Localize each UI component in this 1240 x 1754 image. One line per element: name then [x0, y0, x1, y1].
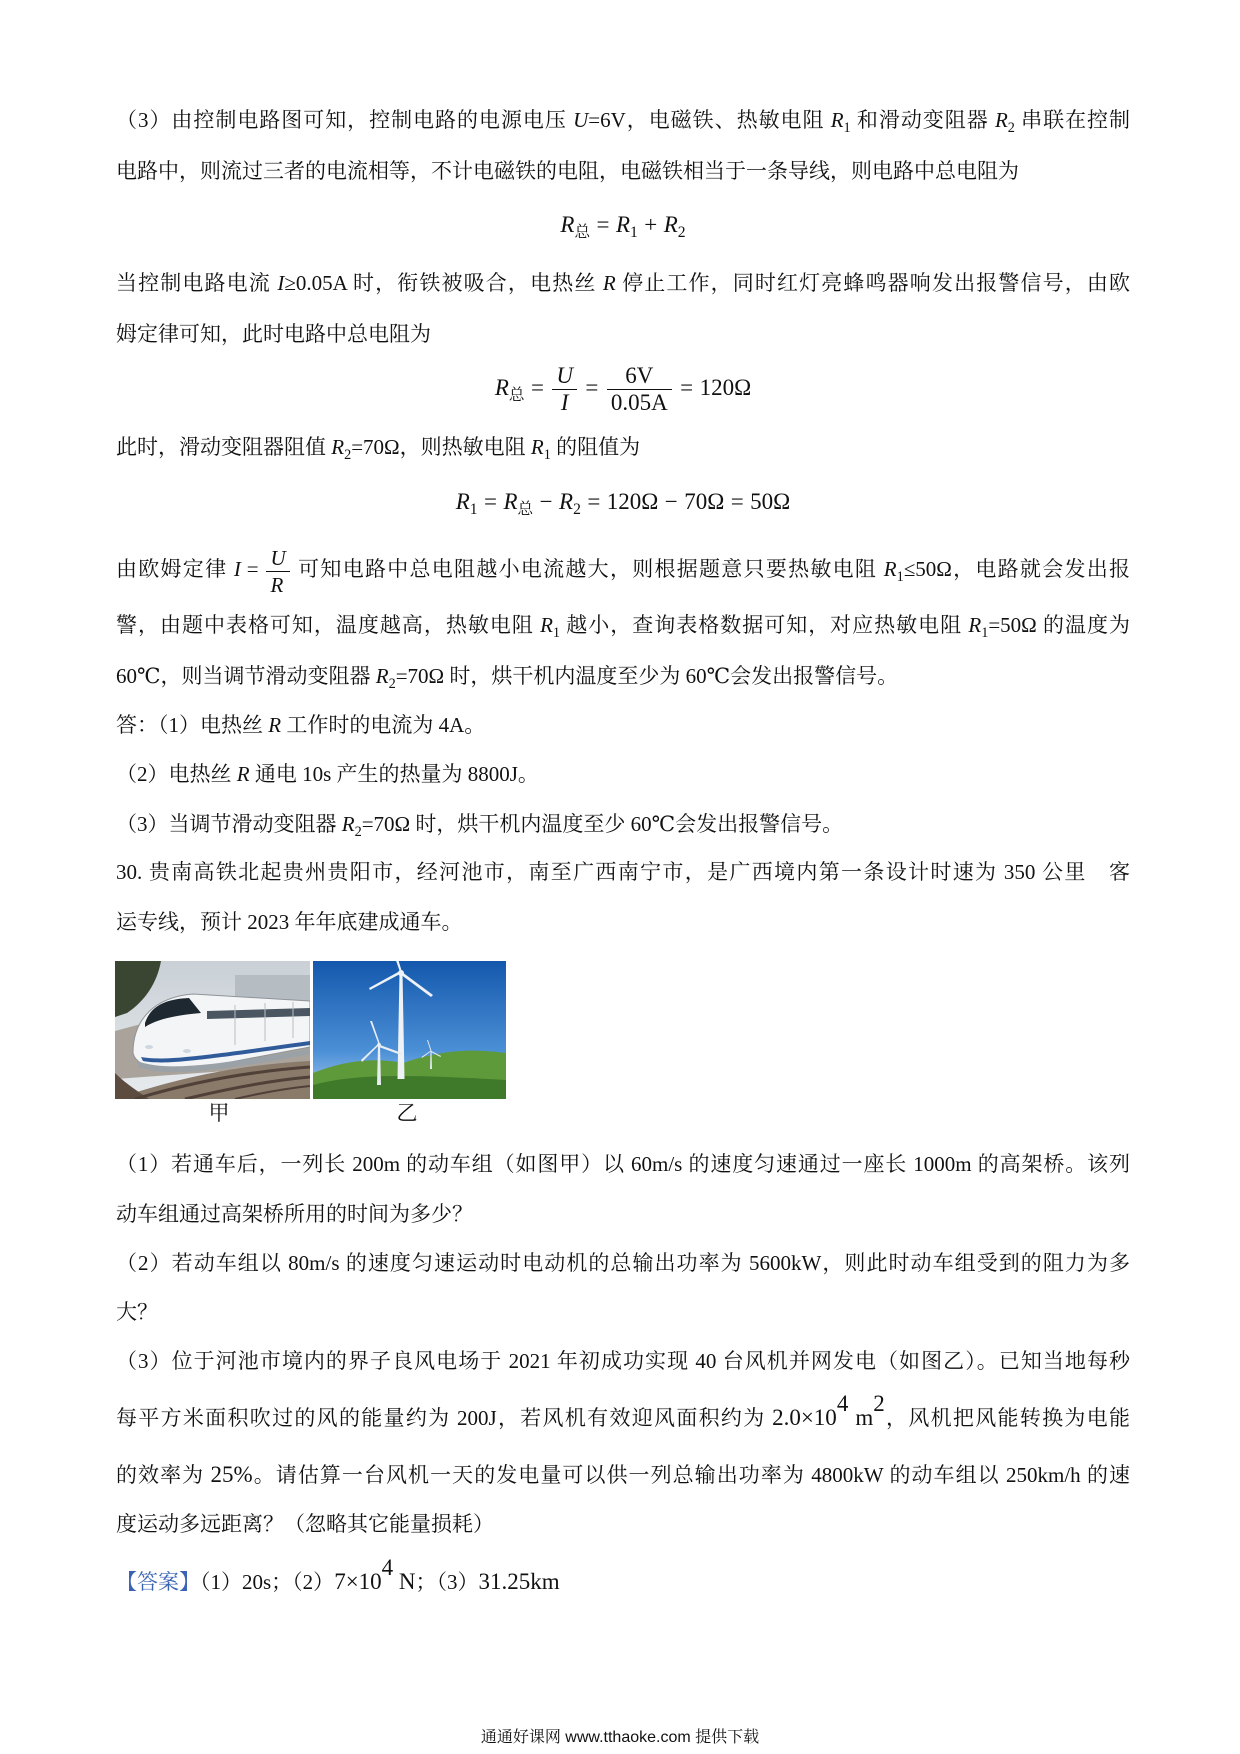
subscript: 总	[508, 387, 525, 404]
text-run: （2）电热丝	[116, 762, 237, 786]
text-run: ；（3）	[415, 1570, 479, 1594]
value: 120Ω	[699, 375, 752, 400]
variable: R	[503, 489, 518, 514]
question-line: 度运动多远距离？（忽略其它能量损耗）	[116, 1512, 494, 1536]
denominator: R	[270, 572, 284, 597]
equation-total-resistance	[116, 210, 1130, 240]
numerator: U	[266, 545, 289, 572]
superscript: 2	[873, 1390, 885, 1416]
math-value: 31.25km	[478, 1569, 560, 1594]
variable: R	[830, 108, 844, 132]
value: 50Ω	[750, 489, 791, 514]
solution-line	[116, 432, 1130, 462]
variable: R	[236, 762, 250, 786]
text-run: =50Ω 的温度为	[988, 613, 1131, 637]
text-run: （1）20s；（2）	[200, 1570, 335, 1594]
text-run: 串联在控制	[1014, 108, 1131, 132]
subscript: 1	[630, 224, 638, 241]
text-run: 。请估算一台风机一天的发电量可以供一列总输出功率为 4800kW 的动车组以 250km/h 的速	[252, 1463, 1131, 1487]
conclusion-line	[116, 809, 1130, 839]
text-run: 通电 10s 产生的热量为 8800J。	[249, 762, 539, 786]
question-line: 动车组通过高架桥所用的时间为多少？	[116, 1202, 473, 1226]
question-line	[116, 1390, 1131, 1436]
text-run: ≥0.05A 时，衔铁被吸合，电热丝	[284, 271, 603, 295]
numerator: 6V	[607, 363, 672, 390]
variable: R	[602, 271, 616, 295]
subscript: 2	[344, 446, 352, 463]
question-line	[116, 1457, 1130, 1493]
variable: R	[455, 489, 470, 514]
value: 70Ω	[684, 489, 725, 514]
variable: R	[331, 435, 345, 459]
operator: =	[585, 375, 599, 400]
denominator: I	[560, 390, 569, 416]
denominator: 0.05A	[610, 390, 668, 416]
equation-thermistor-resistance	[116, 487, 1130, 517]
fraction	[607, 363, 672, 416]
text-run: =70Ω，则热敏电阻	[351, 435, 531, 459]
operator: +	[644, 212, 658, 237]
text-run: =70Ω 时，烘干机内温度至少 60℃会发出报警信号。	[361, 812, 844, 836]
variable: R	[540, 613, 553, 637]
subscript: 2	[354, 823, 362, 840]
text-run: 由欧姆定律	[116, 557, 234, 581]
solution-line	[116, 610, 1130, 640]
subscript: 1	[843, 119, 851, 136]
subscript: 总	[574, 224, 591, 241]
operator: =	[680, 375, 694, 400]
superscript: 4	[836, 1390, 849, 1416]
solution-line: 电路中，则流过三者的电流相等，不计电磁铁的电阻，电磁铁相当于一条导线，则电路中总电阻为	[116, 159, 1019, 183]
text-run: 工作时的电流为 4A。	[281, 713, 486, 737]
text-run: 答：（1）电热丝	[116, 713, 269, 737]
text-run: =70Ω 时，烘干机内温度至少为 60℃会发出报警信号。	[395, 664, 899, 688]
operator: −	[664, 489, 678, 514]
text-run: 警，由题中表格可知，温度越高，热敏电阻	[116, 613, 541, 637]
answer-label: 【答案】	[116, 1570, 200, 1594]
operator: =	[596, 212, 610, 237]
operator: =	[530, 375, 544, 400]
variable: R	[341, 812, 355, 836]
text-run: 此时，滑动变阻器阻值	[116, 435, 332, 459]
math-value: 7×10	[334, 1569, 382, 1594]
math-value: 25%	[210, 1462, 253, 1487]
variable: R	[559, 489, 574, 514]
question-line: 大？	[116, 1300, 158, 1324]
solution-line: 姆定律可知，此时电路中总电阻为	[116, 322, 431, 346]
variable: R	[994, 108, 1008, 132]
math-unit: m	[848, 1405, 874, 1430]
subscript: 1	[469, 501, 478, 518]
text-run: 的阻值为	[550, 435, 641, 459]
operator: =	[246, 557, 259, 581]
answer-line	[116, 1554, 1130, 1600]
question-line: （3）位于河池市境内的界子良风电场于 2021 年初成功实现 40 台风机并网发电（如图乙）。已知当地每秒	[116, 1349, 1130, 1373]
subscript: 2	[1007, 119, 1015, 136]
operator: =	[587, 489, 601, 514]
variable: R	[494, 375, 509, 400]
conclusion-line	[116, 710, 1130, 740]
subscript: 1	[981, 624, 989, 641]
operator: =	[730, 489, 744, 514]
text-run: 60℃，则当调节滑动变阻器	[116, 664, 376, 688]
text-run: ≤50Ω，电路就会发出报	[903, 557, 1131, 581]
wind-turbine-photo	[313, 961, 506, 1099]
variable: R	[530, 435, 544, 459]
text-run: （3）由控制电路图可知，控制电路的电源电压	[116, 108, 574, 132]
question-line: （1）若通车后，一列长 200m 的动车组（如图甲）以 60m/s 的速度匀速通过一座长 1000m 的高架桥。该列	[116, 1152, 1130, 1176]
numerator: U	[552, 363, 577, 390]
text-run: （3）当调节滑动变阻器	[116, 812, 342, 836]
text-run: =6V，电磁铁、热敏电阻	[588, 108, 831, 132]
text-run: 每平方米面积吹过的风的能量约为 200J，若风机有效迎风面积约为	[116, 1406, 773, 1430]
question-stem-line: 30. 贵南高铁北起贵州贵阳市，经河池市，南至广西南宁市，是广西境内第一条设计时速为 350 公里 客	[116, 860, 1130, 884]
math-value: 2.0×10	[772, 1405, 837, 1430]
text-run: 的效率为	[116, 1463, 211, 1487]
math-unit: N	[393, 1569, 416, 1594]
figure-caption-yi: 乙	[396, 1101, 418, 1125]
conclusion-line	[116, 759, 1130, 789]
variable: R	[968, 613, 982, 637]
variable: I	[233, 557, 241, 581]
text-run: ，风机把风能转换为电能	[884, 1406, 1131, 1430]
figure-caption-jia: 甲	[208, 1101, 230, 1125]
question-stem-line: 运专线，预计 2023 年年底建成通车。	[116, 910, 463, 934]
subscript: 2	[677, 224, 686, 241]
foreground-hill	[313, 1076, 506, 1099]
page-footer: 通通好课网 www.tthaoke.com 提供下载	[480, 1729, 760, 1746]
solution-line	[116, 268, 1130, 298]
subscript: 总	[517, 501, 534, 518]
subscript: 1	[896, 568, 904, 585]
question-line: （2）若动车组以 80m/s 的速度匀速运动时电动机的总输出功率为 5600kW，则此时动车组受到的阻力为多	[116, 1251, 1130, 1275]
variable: R	[268, 713, 282, 737]
text-run: 可知电路中总电阻越小电流越大，则根据题意只要热敏电阻	[291, 557, 884, 581]
value: 120Ω	[606, 489, 659, 514]
variable: R	[560, 212, 575, 237]
fraction	[552, 363, 577, 416]
text-run: 当控制电路电流	[116, 271, 278, 295]
operator: −	[539, 489, 553, 514]
subscript: 1	[552, 624, 561, 641]
variable: R	[883, 557, 897, 581]
solution-line	[116, 105, 1130, 135]
solution-line	[116, 539, 1130, 599]
variable: R	[615, 212, 631, 237]
superscript: 4	[381, 1554, 394, 1580]
text-run: 停止工作，同时红灯亮蜂鸣器响发出报警信号，由欧	[615, 271, 1131, 295]
variable: R	[663, 212, 678, 237]
variable: I	[277, 271, 285, 295]
variable: R	[375, 664, 389, 688]
subscript: 2	[573, 501, 581, 518]
equation-ohms-law-total	[116, 356, 1130, 420]
solution-line	[116, 661, 1130, 691]
text-run: 越小，查询表格数据可知，对应热敏电阻	[560, 613, 969, 637]
subscript: 2	[388, 675, 396, 692]
fraction	[266, 545, 289, 598]
operator: =	[484, 489, 498, 514]
subscript: 1	[543, 446, 551, 463]
train-photo	[115, 961, 310, 1099]
variable: U	[573, 108, 589, 132]
text-run: 和滑动变阻器	[850, 108, 995, 132]
